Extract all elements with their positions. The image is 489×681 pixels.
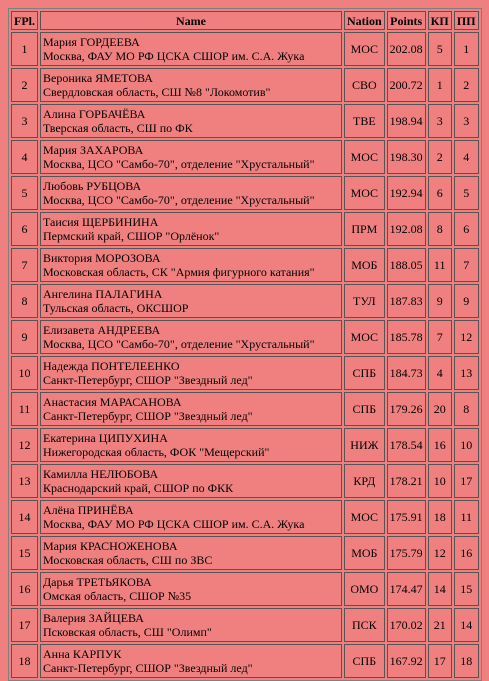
skater-club: Московская область, СК "Армия фигурного катания" [43, 265, 315, 279]
skater-cell [40, 140, 342, 174]
place-cell: 13 [11, 464, 38, 498]
nation-cell: ПРМ [344, 212, 385, 246]
kp-cell: 18 [428, 500, 452, 534]
skater-cell [40, 176, 342, 210]
kp-cell: 10 [428, 464, 452, 498]
points-cell: 187.83 [387, 284, 426, 318]
skater-club: Нижегородская область, ФОК "Мещерский" [43, 445, 270, 459]
skater-club: Санкт-Петербург, СШОР "Звездный лед" [43, 409, 253, 423]
pp-cell: 4 [454, 140, 479, 174]
skater-club: Тульская область, ОКСШОР [43, 301, 189, 315]
points-cell: 192.94 [387, 176, 426, 210]
pp-cell: 16 [454, 536, 479, 570]
nation-cell: МОС [344, 32, 385, 66]
skater-cell [40, 608, 342, 642]
pp-cell: 8 [454, 392, 479, 426]
kp-cell: 17 [428, 644, 452, 678]
points-cell: 184.73 [387, 356, 426, 390]
nation-cell: ПСК [344, 608, 385, 642]
skater-cell [40, 464, 342, 498]
points-cell: 198.30 [387, 140, 426, 174]
pp-cell: 14 [454, 608, 479, 642]
header-place: FPl. [11, 11, 38, 30]
skater-club: Псковская область, СШ "Олимп" [43, 625, 212, 639]
points-cell: 192.08 [387, 212, 426, 246]
skater-name: Надежда ПОНТЕЛЕЕНКО [43, 359, 180, 373]
points-cell: 175.79 [387, 536, 426, 570]
skater-name: Камилла НЕЛЮБОВА [43, 467, 159, 481]
kp-cell: 1 [428, 68, 452, 102]
kp-cell: 4 [428, 356, 452, 390]
nation-cell: МОС [344, 140, 385, 174]
table-row [11, 572, 479, 606]
skater-name: Анна КАРПУК [43, 647, 122, 661]
skater-club: Омская область, СШОР №35 [43, 589, 192, 603]
skater-cell [40, 572, 342, 606]
points-cell: 175.91 [387, 500, 426, 534]
nation-cell: СВО [344, 68, 385, 102]
nation-cell: НИЖ [344, 428, 385, 462]
place-cell: 8 [11, 284, 38, 318]
pp-cell: 9 [454, 284, 479, 318]
pp-cell: 15 [454, 572, 479, 606]
place-cell: 14 [11, 500, 38, 534]
points-cell: 198.94 [387, 104, 426, 138]
skater-cell [40, 536, 342, 570]
place-cell: 12 [11, 428, 38, 462]
pp-cell: 3 [454, 104, 479, 138]
pp-cell: 18 [454, 644, 479, 678]
place-cell: 6 [11, 212, 38, 246]
points-cell: 179.26 [387, 392, 426, 426]
place-cell: 1 [11, 32, 38, 66]
points-cell: 178.21 [387, 464, 426, 498]
table-row [11, 32, 479, 66]
skater-cell [40, 248, 342, 282]
place-cell: 17 [11, 608, 38, 642]
pp-cell: 11 [454, 500, 479, 534]
table-row [11, 212, 479, 246]
pp-cell: 7 [454, 248, 479, 282]
nation-cell: СПБ [344, 356, 385, 390]
skater-cell [40, 104, 342, 138]
nation-cell: МОС [344, 176, 385, 210]
skater-club: Тверская область, СШ по ФК [43, 121, 193, 135]
points-cell: 185.78 [387, 320, 426, 354]
place-cell: 9 [11, 320, 38, 354]
skater-name: Виктория МОРОЗОВА [43, 251, 161, 265]
skater-club: Свердловская область, СШ №8 "Локомотив" [43, 85, 271, 99]
results-body [11, 32, 479, 678]
skater-name: Анастасия МАРАСАНОВА [43, 395, 182, 409]
header-kp: КП [428, 11, 452, 30]
place-cell: 3 [11, 104, 38, 138]
kp-cell: 14 [428, 572, 452, 606]
header-points: Points [387, 11, 426, 30]
skater-cell [40, 428, 342, 462]
skater-cell [40, 32, 342, 66]
nation-cell: СПБ [344, 392, 385, 426]
skater-club: Москва, ЦСО "Самбо-70", отделение "Хрустальный" [43, 157, 315, 171]
table-row [11, 248, 479, 282]
nation-cell: МОБ [344, 248, 385, 282]
skater-name: Любовь РУБЦОВА [43, 179, 142, 193]
skater-cell [40, 356, 342, 390]
place-cell: 18 [11, 644, 38, 678]
place-cell: 10 [11, 356, 38, 390]
points-cell: 174.47 [387, 572, 426, 606]
points-cell: 178.54 [387, 428, 426, 462]
nation-cell: ТУЛ [344, 284, 385, 318]
nation-cell: ТВЕ [344, 104, 385, 138]
skater-name: Алина ГОРБАЧЁВА [43, 107, 146, 121]
pp-cell: 5 [454, 176, 479, 210]
skater-cell [40, 392, 342, 426]
skater-cell [40, 212, 342, 246]
kp-cell: 21 [428, 608, 452, 642]
header-name: Name [40, 11, 342, 30]
points-cell: 200.72 [387, 68, 426, 102]
nation-cell: МОБ [344, 536, 385, 570]
skater-cell [40, 68, 342, 102]
table-row [11, 176, 479, 210]
table-row [11, 140, 479, 174]
skater-club: Санкт-Петербург, СШОР "Звездный лед" [43, 373, 253, 387]
table-row [11, 104, 479, 138]
table-row [11, 428, 479, 462]
points-cell: 170.02 [387, 608, 426, 642]
skater-cell [40, 644, 342, 678]
table-row [11, 392, 479, 426]
nation-cell: МОС [344, 500, 385, 534]
skater-name: Мария КРАСНОЖЕНОВА [43, 539, 178, 553]
kp-cell: 2 [428, 140, 452, 174]
skater-cell [40, 284, 342, 318]
skater-name: Елизавета АНДРЕЕВА [43, 323, 161, 337]
pp-cell: 12 [454, 320, 479, 354]
skater-name: Валерия ЗАЙЦЕВА [43, 611, 144, 625]
skater-name: Алёна ПРИНЁВА [43, 503, 134, 517]
pp-cell: 17 [454, 464, 479, 498]
skater-club: Краснодарский край, СШОР по ФКК [43, 481, 234, 495]
skater-name: Ангелина ПАЛАГИНА [43, 287, 163, 301]
table-row [11, 68, 479, 102]
skater-name: Дарья ТРЕТЬЯКОВА [43, 575, 152, 589]
skater-name: Екатерина ЦИПУХИНА [43, 431, 168, 445]
table-row [11, 500, 479, 534]
kp-cell: 12 [428, 536, 452, 570]
place-cell: 11 [11, 392, 38, 426]
skater-club: Москва, ФАУ МО РФ ЦСКА СШОР им. С.А. Жука [43, 517, 305, 531]
skater-cell [40, 320, 342, 354]
table-row [11, 644, 479, 678]
skater-club: Московская область, СШ по ЗВС [43, 553, 213, 567]
place-cell: 15 [11, 536, 38, 570]
place-cell: 4 [11, 140, 38, 174]
place-cell: 16 [11, 572, 38, 606]
table-row [11, 536, 479, 570]
table-row [11, 608, 479, 642]
nation-cell: СПБ [344, 644, 385, 678]
points-cell: 202.08 [387, 32, 426, 66]
kp-cell: 20 [428, 392, 452, 426]
header-nation: Nation [344, 11, 385, 30]
pp-cell: 13 [454, 356, 479, 390]
skater-club: Санкт-Петербург, СШОР "Звездный лед" [43, 661, 253, 675]
place-cell: 2 [11, 68, 38, 102]
skater-club: Москва, ФАУ МО РФ ЦСКА СШОР им. С.А. Жука [43, 49, 305, 63]
kp-cell: 7 [428, 320, 452, 354]
kp-cell: 6 [428, 176, 452, 210]
nation-cell: МОС [344, 320, 385, 354]
skater-name: Вероника ЯМЕТОВА [43, 71, 153, 85]
points-cell: 188.05 [387, 248, 426, 282]
nation-cell: КРД [344, 464, 385, 498]
kp-cell: 11 [428, 248, 452, 282]
pp-cell: 1 [454, 32, 479, 66]
skater-cell [40, 500, 342, 534]
nation-cell: ОМО [344, 572, 385, 606]
table-row [11, 464, 479, 498]
skater-name: Мария ЗАХАРОВА [43, 143, 144, 157]
skater-club: Москва, ЦСО "Самбо-70", отделение "Хрустальный" [43, 337, 315, 351]
pp-cell: 6 [454, 212, 479, 246]
points-cell: 167.92 [387, 644, 426, 678]
table-row [11, 320, 479, 354]
results-table [8, 8, 482, 681]
table-row [11, 356, 479, 390]
skater-club: Москва, ЦСО "Самбо-70", отделение "Хрустальный" [43, 193, 315, 207]
place-cell: 5 [11, 176, 38, 210]
header-row [11, 11, 479, 30]
skater-name: Таисия ЩЕРБИНИНА [43, 215, 159, 229]
place-cell: 7 [11, 248, 38, 282]
kp-cell: 3 [428, 104, 452, 138]
skater-name: Мария ГОРДЕЕВА [43, 35, 140, 49]
skater-club: Пермский край, СШОР "Орлёнок" [43, 229, 220, 243]
pp-cell: 2 [454, 68, 479, 102]
table-row [11, 284, 479, 318]
header-pp: ПП [454, 11, 479, 30]
kp-cell: 8 [428, 212, 452, 246]
kp-cell: 16 [428, 428, 452, 462]
pp-cell: 10 [454, 428, 479, 462]
kp-cell: 5 [428, 32, 452, 66]
kp-cell: 9 [428, 284, 452, 318]
